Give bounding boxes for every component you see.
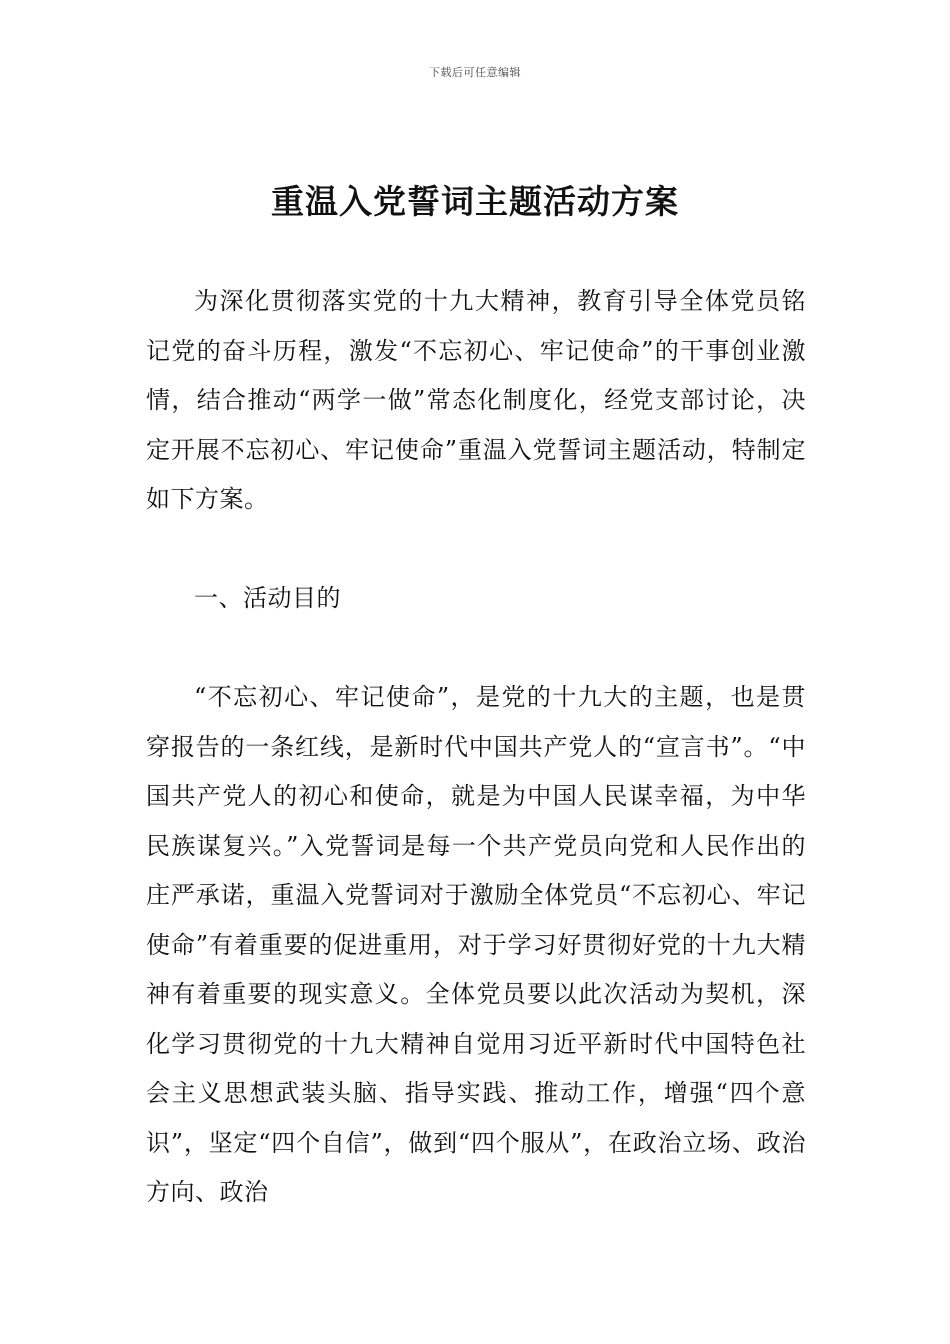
purpose-paragraph: “不忘初心、牢记使命”，是党的十九大的主题，也是贯穿报告的一条红线，是新时代中国共产党人的“宣言书”。“中国共产党人的初心和使命，就是为中国人民谋幸福，为中华民族谋复兴。”入党誓词是每一个共产党员向党和人民作出的庄严承诺，重温入党誓词对于激励全体党员“不忘初心、牢记使命”有着重要的促进重用，对于学习好贯彻好党的十九大精神有着重要的现实意义。全体党员要以此次活动为契机，深化学习贯彻党的十九大精神自觉用习近平新时代中国特色社会主义思想武装头脑、指导实践、推动工作，增强“四个意识”，坚定“四个自信”，做到“四个服从”，在政治立场、政治方向、政治 (146, 683, 806, 1206)
header-note: 下载后可任意编辑 (429, 66, 521, 79)
document-title: 重温入党誓词主题活动方案 (271, 182, 679, 221)
section-heading-purpose: 一、活动目的 (194, 584, 341, 612)
intro-paragraph: 为深化贯彻落实党的十九大精神，教育引导全体党员铭记党的奋斗历程，激发“不忘初心、牢记使命”的干事创业激情，结合推动“两学一做”常态化制度化，经党支部讨论，决定开展不忘初心、牢记使命”重温入党誓词主题活动，特制定如下方案。 (146, 287, 806, 513)
